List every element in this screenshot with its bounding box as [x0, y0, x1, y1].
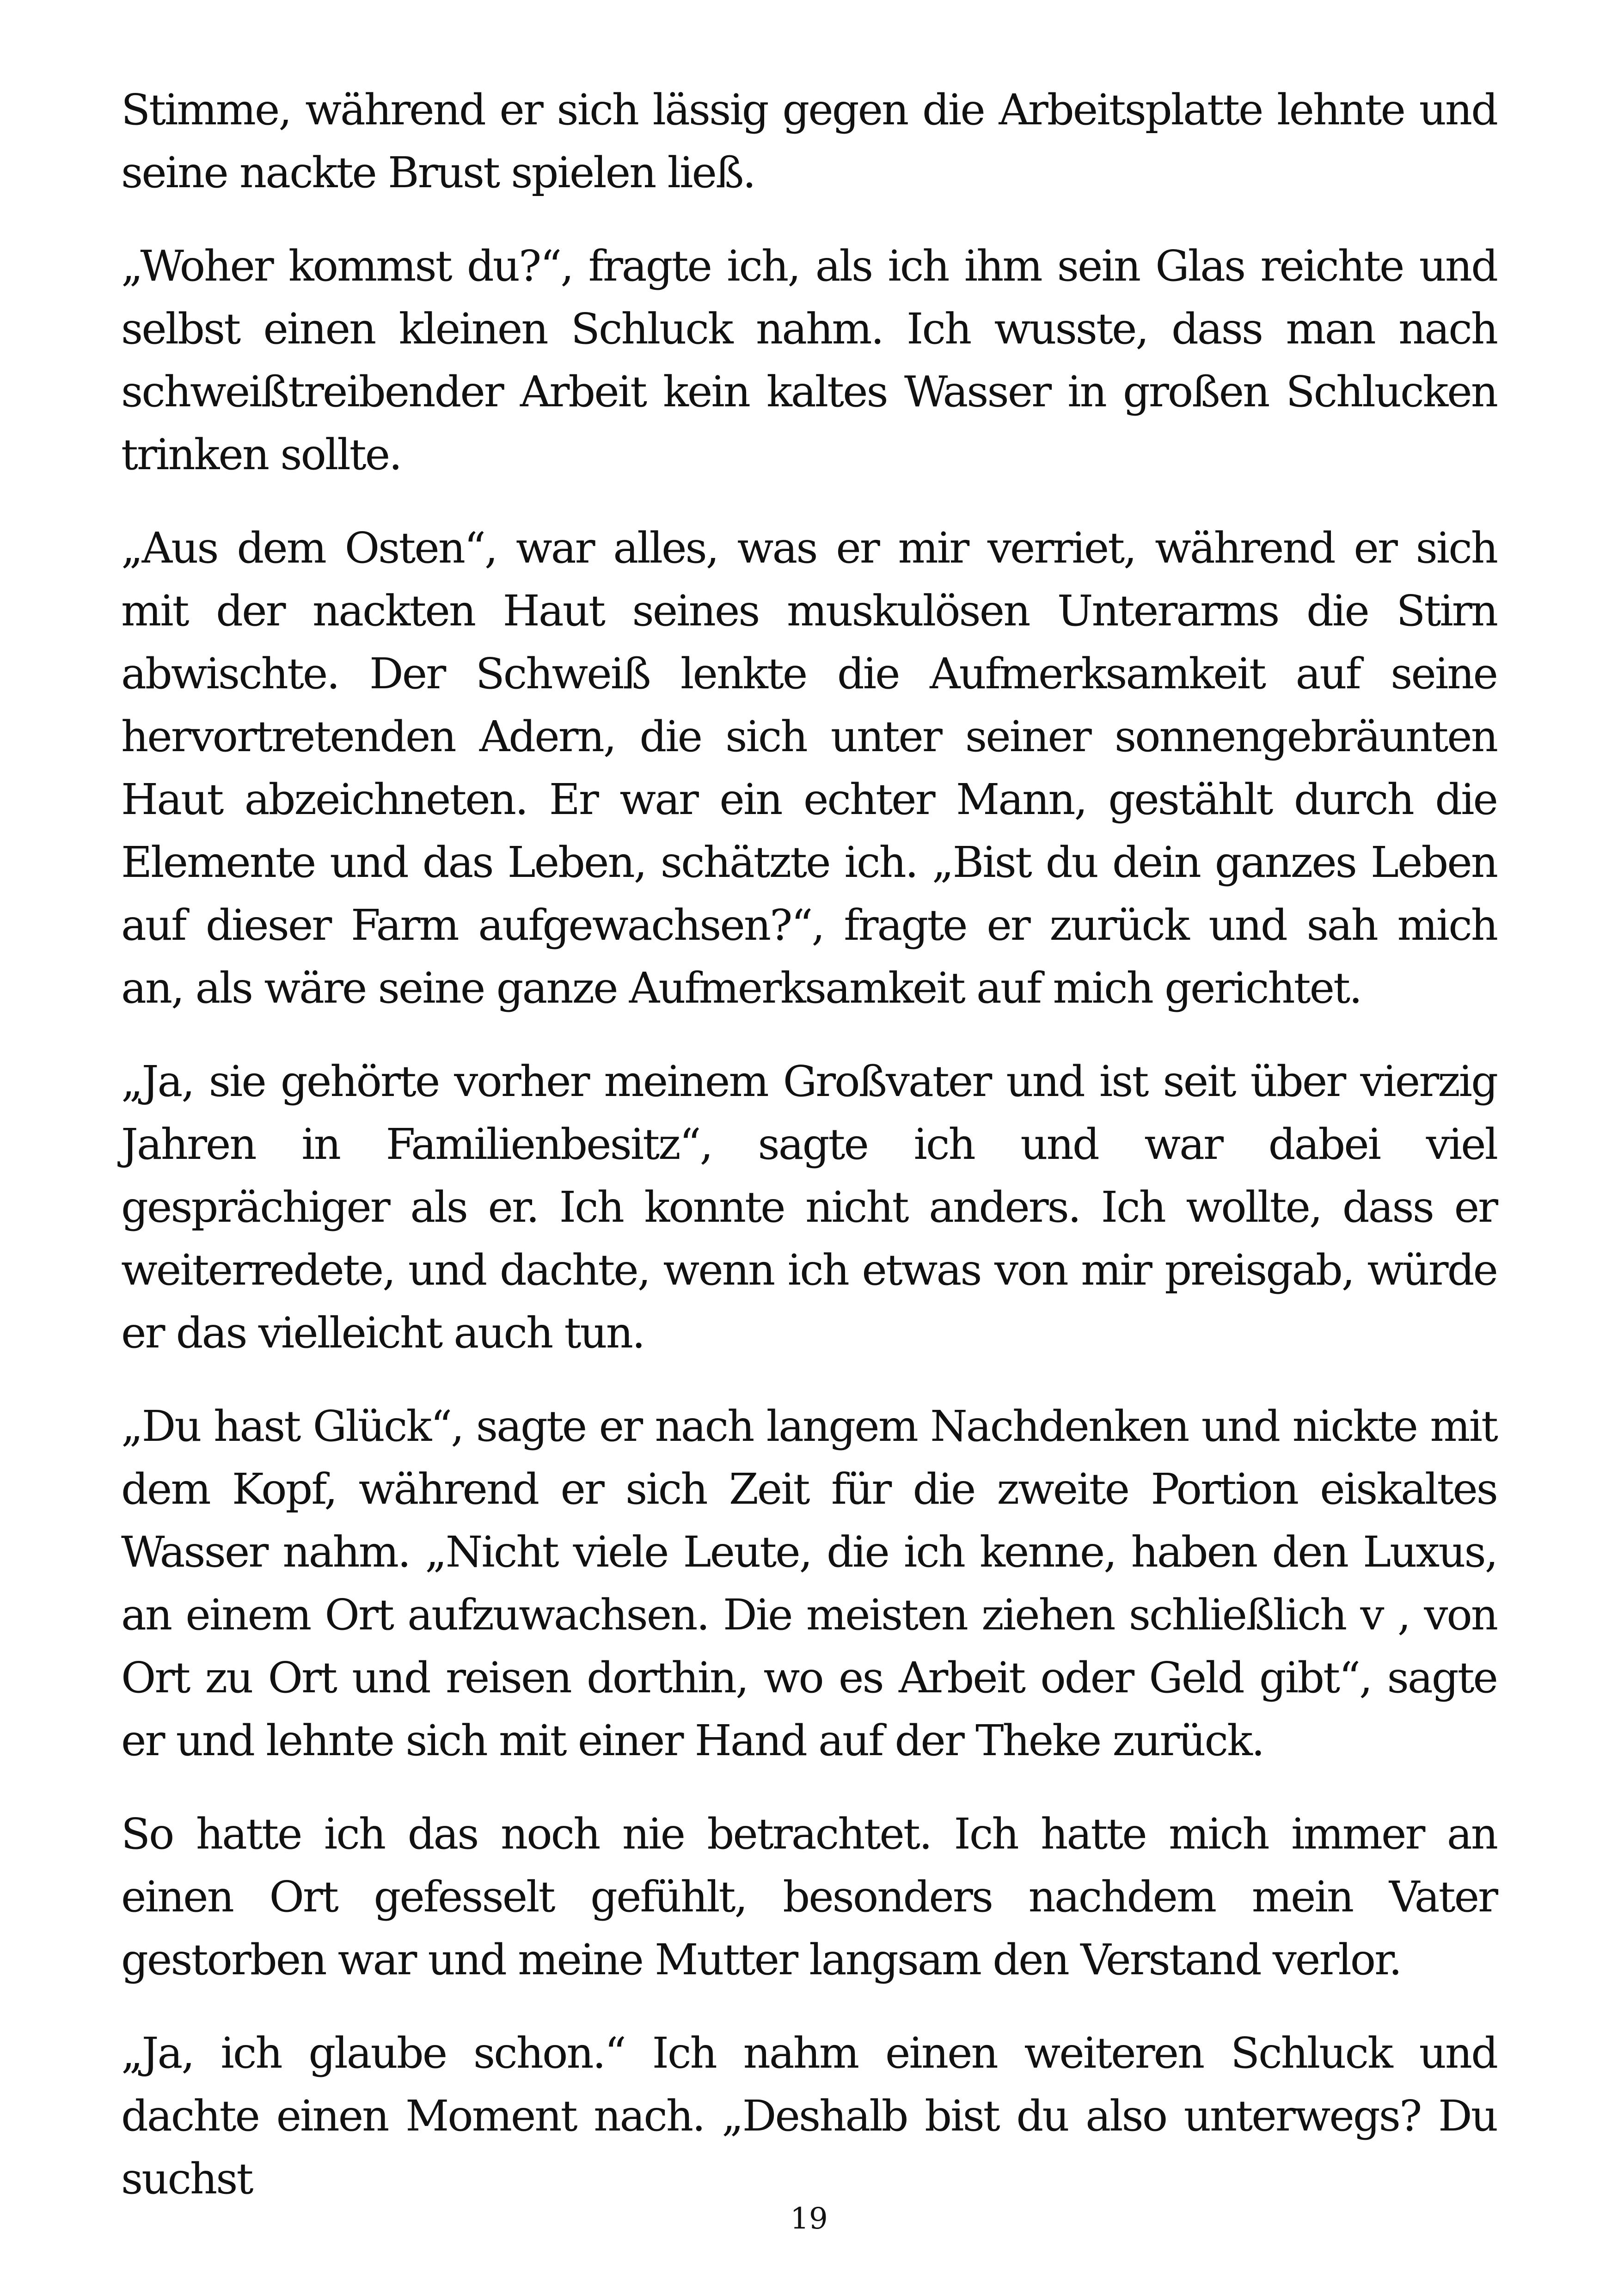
paragraph-1: Stimme, während er sich lässig gegen die Arbeitsplatte lehnte und seine nackte Brust spielen ließ.: [121, 85, 1497, 197]
paragraph-3: „Aus dem Osten“, war alles, was er mir verriet, während er sich mit der nackten Haut seines muskulösen Unterarms die Stirn abwischte. Der Schweiß lenkte die Aufmerksamkeit auf seine hervortretenden Adern, die sich unter seiner sonnengebräunten Haut abzeichneten. Er war ein echter Mann, gestählt durch die Elemente und das Leben, schätzte ich. „Bist du dein ganzes Leben auf dieser Farm aufgewachsen?“, fragte er zurück und sah mich an, als wäre seine ganze Aufmerksamkeit auf mich gerichtet.: [121, 523, 1497, 1013]
paragraph-5: „Du hast Glück“, sagte er nach langem Nachdenken und nickte mit dem Kopf, während er sich Zeit für die zweite Portion eiskaltes Wasser nahm. „Nicht viele Leute, die ich kenne, haben den Luxus, an einem Ort aufzuwachsen. Die meisten ziehen schließlich v , von Ort zu Ort und reisen dorthin, wo es Arbeit oder Geld gibt“, sagte er und lehnte sich mit einer Hand auf der Theke zurück.: [121, 1402, 1497, 1765]
paragraph-2: „Woher kommst du?“, fragte ich, als ich ihm sein Glas reichte und selbst einen kleinen Schluck nahm. Ich wusste, dass man nach schweißtreibender Arbeit kein kaltes Wasser in großen Schlucken trinken sollte.: [121, 241, 1497, 479]
paragraph-4: „Ja, sie gehörte vorher meinem Großvater und ist seit über vierzig Jahren in Familienbesitz“, sagte ich und war dabei viel gesprächiger als er. Ich konnte nicht anders. Ich wollte, dass er weiterredete, und dachte, wenn ich etwas von mir preisgab, würde er das vielleicht auch tun.: [121, 1057, 1497, 1358]
page-body: [121, 79, 1497, 2241]
paragraph-6: So hatte ich das noch nie betrachtet. Ich hatte mich immer an einen Ort gefesselt gefühlt, besonders nachdem mein Vater gestorben war und meine Mutter langsam den Verstand verlor.: [121, 1809, 1497, 1984]
paragraph-7: „Ja, ich glaube schon.“ Ich nahm einen weiteren Schluck und dachte einen Moment nach. „Deshalb bist du also unterwegs? Du suchst: [121, 2028, 1497, 2204]
page-number: 19: [790, 2202, 828, 2236]
